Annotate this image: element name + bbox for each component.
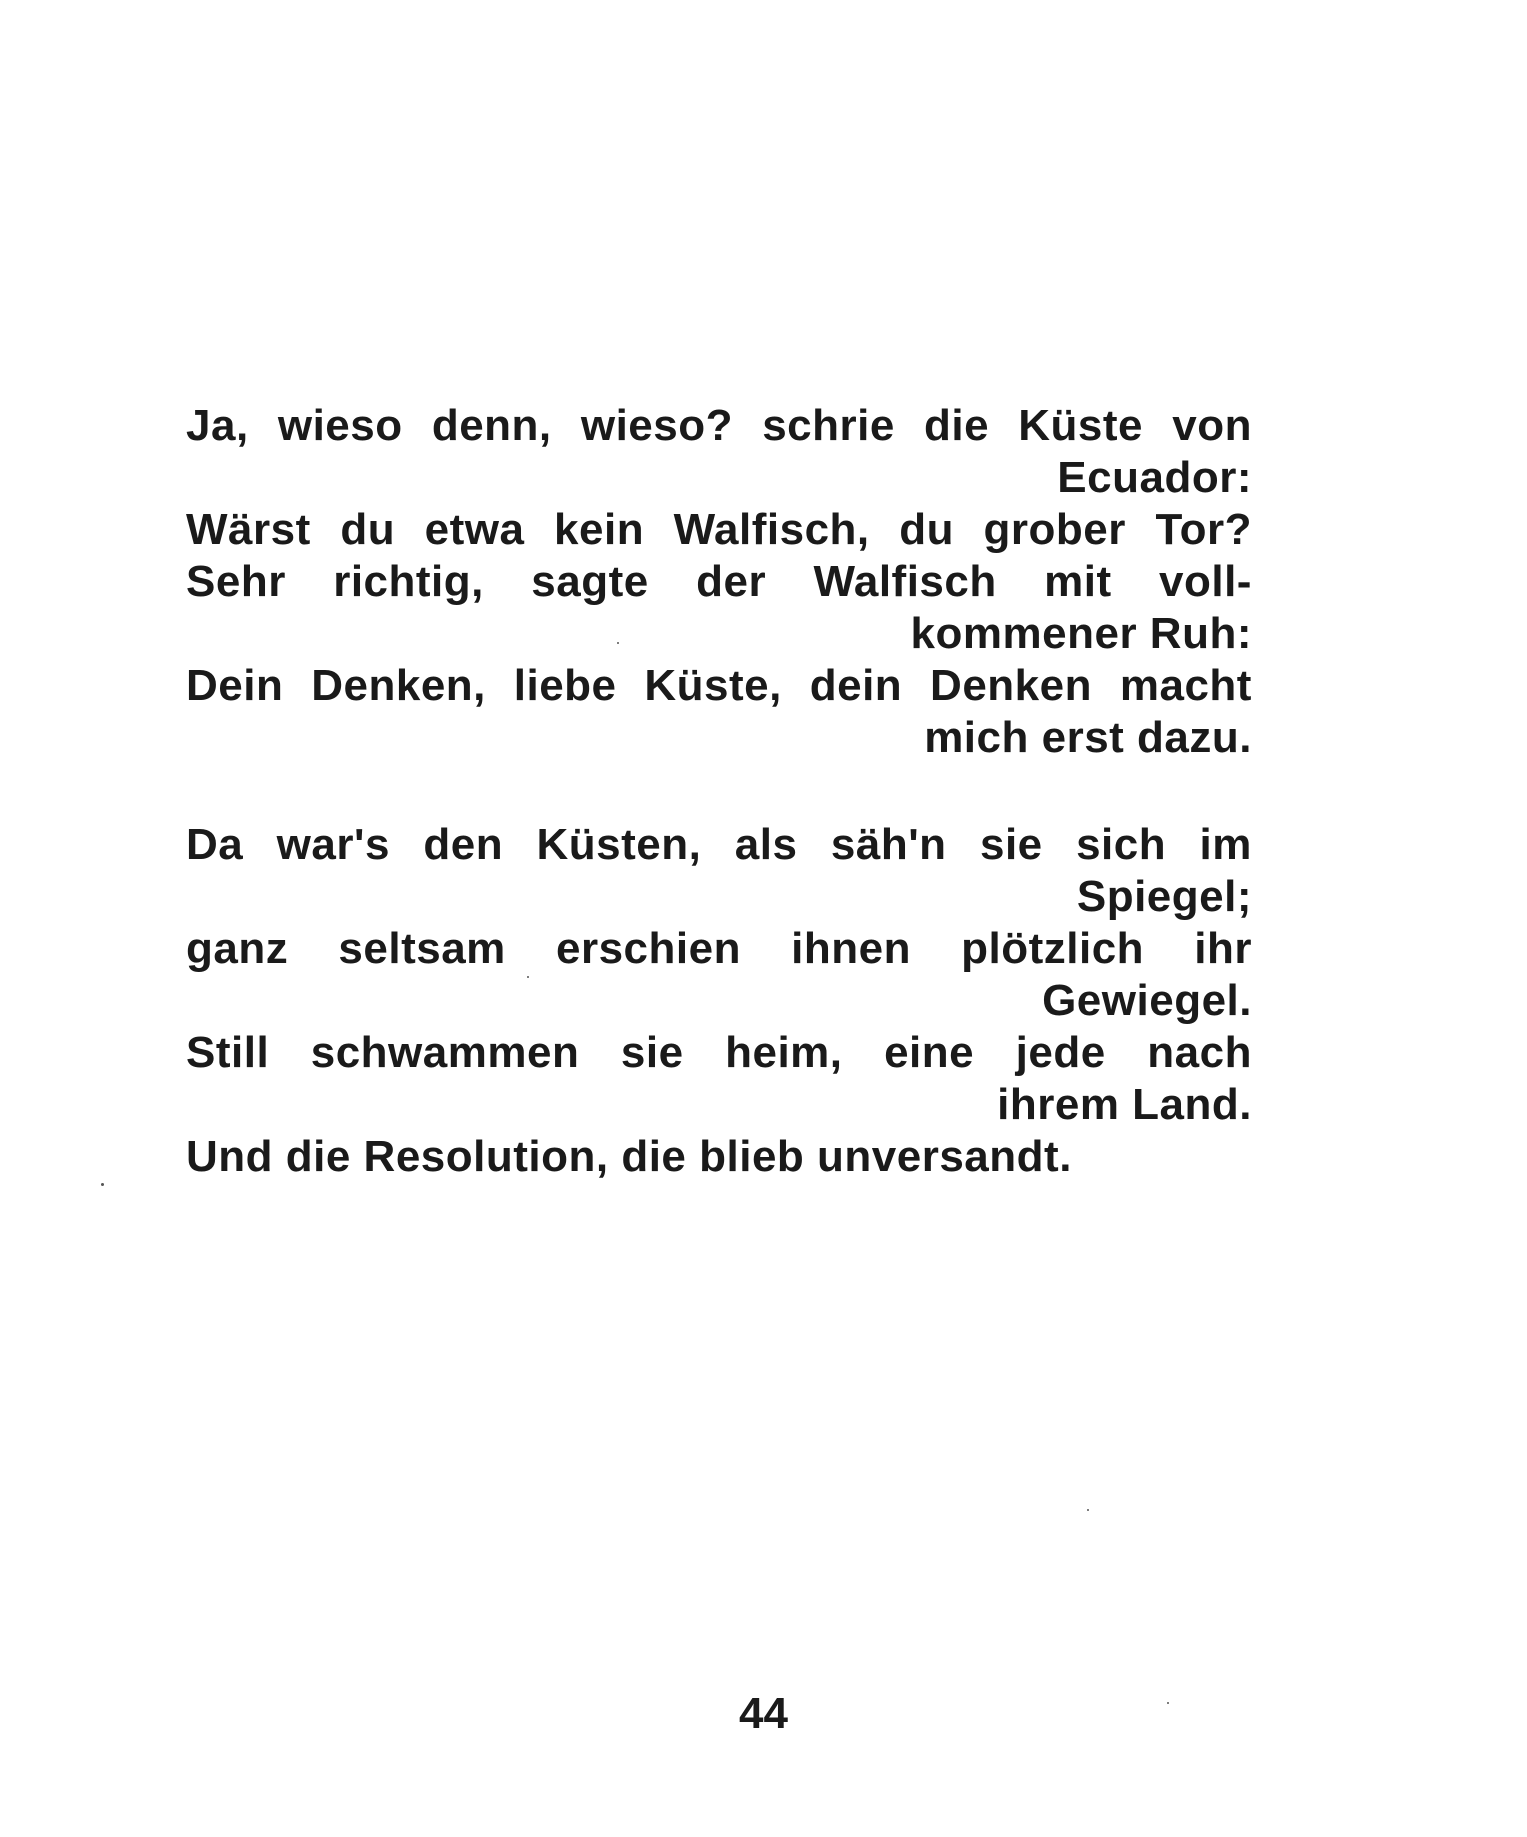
verse-line-continuation: Spiegel; — [1076, 872, 1252, 921]
verse-line — [186, 660, 1252, 712]
scan-speck — [101, 1183, 104, 1186]
poem-text — [186, 400, 1252, 1183]
verse-word: du — [899, 505, 954, 554]
verse-line — [186, 504, 1252, 556]
verse-word: sagte — [531, 557, 649, 606]
scan-speck — [617, 642, 619, 644]
verse-word: Küste, — [644, 661, 782, 710]
page-number: 44 — [739, 1689, 788, 1738]
verse-word: als — [734, 820, 798, 869]
verse-word: Denken — [930, 661, 1092, 710]
verse-word: liebe — [513, 661, 617, 710]
verse-word: Küsten, — [536, 820, 702, 869]
verse-word: nach — [1147, 1028, 1252, 1077]
verse-line-continuation: ihrem Land. — [997, 1080, 1252, 1129]
verse-word: säh'n — [830, 820, 947, 869]
verse-word: grober — [983, 505, 1126, 554]
verse-word: ihnen — [791, 924, 911, 973]
verse-word: wieso? — [580, 401, 733, 450]
verse-word: war's — [276, 820, 390, 869]
stanza-break — [186, 764, 1252, 819]
verse-word: Dein — [186, 661, 284, 710]
verse-word: schwammen — [310, 1028, 580, 1077]
verse-word: eine — [884, 1028, 975, 1077]
verse-word: denn, — [431, 401, 552, 450]
verse-line-continuation: kommener Ruh: — [910, 609, 1252, 658]
scan-speck — [1087, 1509, 1089, 1511]
verse-word: Still — [186, 1028, 270, 1077]
verse-line-continuation: Ecuador: — [1057, 453, 1252, 502]
verse-line — [186, 1027, 1252, 1079]
verse-word: plötzlich — [961, 924, 1145, 973]
scan-speck — [1167, 1702, 1169, 1704]
verse-word: die — [924, 401, 990, 450]
verse-line — [186, 400, 1252, 452]
verse-word: sie — [620, 1028, 684, 1077]
verse-word: der — [696, 557, 767, 606]
verse-word: Walfisch, — [673, 505, 870, 554]
verse-line-continuation: mich erst dazu. — [924, 713, 1252, 762]
verse-line — [186, 556, 1252, 608]
verse-word: im — [1199, 820, 1252, 869]
verse-word: dein — [809, 661, 903, 710]
scan-speck — [527, 976, 529, 978]
verse-word: Tor? — [1155, 505, 1252, 554]
verse-word: Da — [186, 820, 244, 869]
verse-word: Küste — [1018, 401, 1144, 450]
verse-word: Wärst — [186, 505, 311, 554]
verse-line-final: Und die Resolution, die blieb unversandt. — [186, 1132, 1072, 1181]
verse-word: heim, — [725, 1028, 843, 1077]
verse-word: sich — [1076, 820, 1167, 869]
verse-line — [186, 819, 1252, 871]
verse-word: von — [1172, 401, 1252, 450]
verse-line-continuation: Gewiegel. — [1042, 976, 1252, 1025]
verse-word: Sehr — [186, 557, 286, 606]
verse-word: den — [423, 820, 504, 869]
verse-word: seltsam — [338, 924, 506, 973]
verse-word: wieso — [277, 401, 403, 450]
verse-word: Denken, — [311, 661, 486, 710]
verse-word: jede — [1015, 1028, 1106, 1077]
verse-word: etwa — [424, 505, 525, 554]
verse-word: richtig, — [333, 557, 484, 606]
verse-word: macht — [1119, 661, 1252, 710]
verse-word: sie — [979, 820, 1043, 869]
verse-word: du — [340, 505, 396, 554]
verse-word: voll- — [1159, 557, 1252, 606]
verse-word: ganz — [186, 924, 289, 973]
verse-word: ihr — [1194, 924, 1252, 973]
verse-line — [186, 923, 1252, 975]
verse-word: kein — [554, 505, 645, 554]
verse-word: schrie — [762, 401, 895, 450]
verse-word: Walfisch — [813, 557, 997, 606]
verse-word: erschien — [555, 924, 741, 973]
verse-word: Ja, — [186, 401, 249, 450]
verse-word: mit — [1044, 557, 1112, 606]
